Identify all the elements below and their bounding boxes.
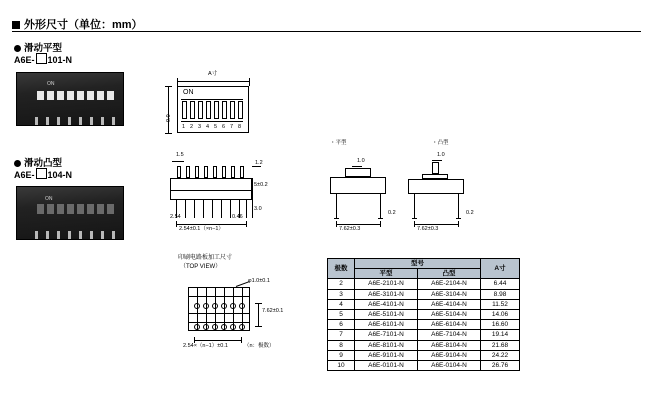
detail-flat-dim-bottom: 7.62±0.3 [339, 226, 361, 232]
dim-height-label: 9.0 [166, 114, 172, 122]
model-table [327, 258, 520, 371]
table-header-row [328, 259, 520, 269]
cell-a: 6.44 [481, 279, 520, 289]
detail-raised-caption: ・凸型 [432, 140, 449, 146]
side-dim-top: 1.2 [255, 160, 263, 166]
detail-raised-bottom-tick-left [414, 221, 415, 227]
group-code-raised-prefix: A6E- [14, 170, 35, 180]
slider-8 [107, 204, 114, 214]
side-pin [185, 200, 186, 218]
actuator-6 [222, 101, 227, 119]
header-raised: 凸型 [418, 269, 481, 279]
detail-raised-pin-right [458, 194, 459, 218]
cell-a: 21.68 [481, 340, 520, 350]
cell-raised: A6E-7104-N [418, 330, 481, 340]
photo-marking-on: ON [47, 81, 55, 87]
detail-flat-bottom-dim-line [336, 224, 380, 225]
pin [79, 117, 82, 125]
cell-raised: A6E-6104-N [418, 320, 481, 330]
cell-a: 24.22 [481, 350, 520, 360]
actuator-5 [214, 101, 219, 119]
detail-flat-pin-right-foot [378, 218, 383, 219]
cell-raised: A6E-8104-N [418, 340, 481, 350]
slider-2 [47, 91, 54, 100]
group-label-flat [14, 40, 62, 54]
cell-flat: A6E-3101-N [355, 289, 418, 299]
pcb-vert-dim-line [258, 303, 259, 326]
table-row [328, 350, 520, 360]
cell-raised: A6E-0104-N [418, 361, 481, 371]
position-number: 4 [206, 124, 210, 130]
cell-flat: A6E-9101-N [355, 350, 418, 360]
detail-raised-pin-left-foot [412, 218, 417, 219]
slider-3 [57, 204, 64, 214]
detail-raised-pin-left [414, 194, 415, 218]
side-actuator [177, 166, 181, 178]
dim-a-line [177, 81, 249, 82]
pcb-note: （n：极数） [244, 343, 275, 349]
pcb-pitch-v: 7.62±0.1 [262, 308, 284, 314]
detail-raised-pin-right-foot [456, 218, 461, 219]
pcb-vert-tick-top [255, 303, 262, 304]
group-code-flat [14, 53, 72, 65]
position-number: 6 [222, 124, 226, 130]
table-row [328, 361, 520, 371]
pcb-pitch-h: 2.54×（n−1）±0.1 [183, 343, 228, 349]
cell-a: 14.06 [481, 310, 520, 320]
pcb-horiz-tick-right [241, 337, 242, 343]
detail-flat-body [330, 177, 386, 194]
group-code-flat-prefix: A6E- [14, 55, 35, 65]
group-code-flat-suffix: 101-N [47, 55, 73, 65]
header-a-dim: A寸 [481, 259, 520, 279]
pin [90, 231, 93, 239]
cell-flat: A6E-8101-N [355, 340, 418, 350]
side-dim-right-2-line [252, 200, 253, 218]
pcb-hole [239, 324, 245, 330]
slider-2 [47, 204, 54, 214]
pcb-hole-dim: φ1.0±0.1 [248, 278, 270, 284]
detail-raised-body [408, 179, 464, 194]
side-dim-right-1: 5±0.2 [254, 182, 268, 188]
table-row [328, 320, 520, 330]
detail-flat-caption: ・平型 [330, 140, 347, 146]
raised-type-switch-photo [16, 186, 124, 240]
title-square-marker [12, 21, 20, 29]
pcb-hole [194, 303, 200, 309]
actuator-2 [190, 101, 195, 119]
position-number: 2 [190, 124, 194, 130]
detail-flat-dim-top: 1.0 [357, 158, 365, 164]
pin-dim-label: 0.46 [232, 214, 243, 220]
position-number: 1 [182, 124, 186, 130]
detail-raised-dim-bottom: 7.62±0.3 [417, 226, 439, 232]
slider-6 [87, 91, 94, 100]
position-number: 7 [230, 124, 234, 130]
side-actuator [231, 166, 235, 178]
bullet-icon [14, 160, 21, 167]
table-row [328, 289, 520, 299]
pitch-tick-right [246, 221, 247, 227]
flat-type-switch-photo [16, 72, 124, 126]
pitch-tick-left [176, 221, 177, 227]
detail-raised-dim-top-line [432, 160, 442, 161]
side-pin [194, 200, 195, 218]
side-dim-top-line [252, 166, 261, 167]
small-pitch-label: 2.54 [170, 214, 181, 220]
dim-height-tick-bottom [165, 133, 172, 134]
slider-4 [67, 91, 74, 100]
side-pin [212, 200, 213, 218]
position-number: 8 [238, 124, 242, 130]
pin [46, 117, 49, 125]
cell-poles: 3 [328, 289, 355, 299]
group-code-raised-suffix: 104-N [47, 170, 73, 180]
dim-a-tick-left [177, 78, 178, 86]
detail-raised-bottom-dim-line [414, 224, 458, 225]
side-pin [246, 200, 247, 218]
cell-poles: 5 [328, 310, 355, 320]
pcb-hole [239, 303, 245, 309]
pcb-hole [230, 303, 236, 309]
cell-poles: 6 [328, 320, 355, 330]
slider-3 [57, 91, 64, 100]
pin [68, 231, 71, 239]
group-label-raised [14, 155, 62, 169]
code-placeholder-box [36, 168, 47, 179]
actuator-7 [230, 101, 235, 119]
slider-1 [37, 91, 44, 100]
detail-raised-knob [432, 162, 439, 174]
inner-line-bottom [181, 121, 243, 122]
detail-flat-pin-right [380, 194, 381, 218]
cell-a: 19.14 [481, 330, 520, 340]
detail-flat-dim-top-line [352, 166, 362, 167]
cell-poles: 10 [328, 361, 355, 371]
code-placeholder-box [36, 53, 47, 64]
model-table-head [328, 259, 520, 279]
on-label: ON [183, 89, 194, 96]
pin [79, 231, 82, 239]
cell-raised: A6E-2104-N [418, 279, 481, 289]
pcb-hole [212, 303, 218, 309]
detail-flat-pin-left [336, 194, 337, 218]
pcb-title-2: （TOP VIEW） [180, 264, 222, 270]
side-dim-right-1-line [252, 178, 253, 200]
table-row [328, 340, 520, 350]
slider-4 [67, 204, 74, 214]
detail-flat-actuator [345, 168, 371, 177]
pcb-horiz-dim-line [194, 340, 241, 341]
cell-a: 11.52 [481, 299, 520, 309]
side-pin [221, 200, 222, 218]
slider-1 [37, 204, 44, 214]
cell-raised: A6E-4104-N [418, 299, 481, 309]
page-title [12, 16, 143, 32]
dim-a-tick-right [249, 78, 250, 86]
pin [90, 117, 93, 125]
detail-flat-bottom-tick-right [380, 221, 381, 227]
bullet-icon [14, 45, 21, 52]
header-poles: 极数 [328, 259, 355, 279]
detail-flat-bottom-tick-left [336, 221, 337, 227]
table-row [328, 299, 520, 309]
cell-a: 8.98 [481, 289, 520, 299]
pcb-title-1: 印刷电路板加工尺寸 [178, 255, 233, 261]
side-pin [203, 200, 204, 218]
pin [112, 231, 115, 239]
slider-7 [97, 91, 104, 100]
cell-poles: 7 [328, 330, 355, 340]
cell-a: 26.76 [481, 361, 520, 371]
group-code-raised [14, 168, 72, 180]
dim-a-label: A寸 [208, 71, 218, 77]
table-row [328, 330, 520, 340]
title-divider [12, 31, 641, 32]
side-actuator [240, 166, 244, 178]
side-actuator [204, 166, 208, 178]
group-label-flat-text: 滑动平型 [24, 43, 63, 54]
side-body-outline [170, 178, 252, 200]
side-actuator [195, 166, 199, 178]
cell-flat: A6E-2101-N [355, 279, 418, 289]
pcb-hole [194, 324, 200, 330]
detail-flat-dim-right: 0.2 [388, 210, 396, 216]
pitch-dim-label: 2.54±0.1（×n−1） [179, 226, 224, 232]
inner-line-top [181, 99, 243, 100]
position-number: 5 [214, 124, 218, 130]
pcb-hole [212, 324, 218, 330]
side-dim-small: 1.5 [176, 152, 184, 158]
pin [46, 231, 49, 239]
model-table-body [328, 279, 520, 371]
dim-height-line [168, 86, 169, 133]
cell-a: 16.60 [481, 320, 520, 330]
cell-poles: 8 [328, 340, 355, 350]
pcb-hole [230, 324, 236, 330]
position-number: 3 [198, 124, 202, 130]
cell-poles: 4 [328, 299, 355, 309]
actuator-1 [182, 101, 187, 119]
detail-raised-dim-right: 0.2 [466, 210, 474, 216]
page-title-text: 外形尺寸（单位：mm） [24, 19, 143, 31]
header-model-group: 型号 [355, 259, 481, 269]
side-dim-small-line [172, 161, 184, 162]
cell-poles: 2 [328, 279, 355, 289]
side-actuator [186, 166, 190, 178]
dim-height-tick-top [165, 86, 172, 87]
pin [35, 117, 38, 125]
photo-marking-on: ON [45, 196, 53, 202]
slider-7 [97, 204, 104, 214]
cell-flat: A6E-5101-N [355, 310, 418, 320]
pin [112, 117, 115, 125]
pcb-vert-tick-bottom [255, 326, 262, 327]
pcb-hole [203, 303, 209, 309]
side-body-midline [170, 190, 252, 191]
side-pin [230, 200, 231, 218]
actuator-3 [198, 101, 203, 119]
pcb-hole [221, 303, 227, 309]
pcb-hole [221, 324, 227, 330]
header-flat: 平型 [355, 269, 418, 279]
cell-flat: A6E-0101-N [355, 361, 418, 371]
detail-raised-bottom-tick-right [458, 221, 459, 227]
pin [57, 231, 60, 239]
cell-raised: A6E-9104-N [418, 350, 481, 360]
slider-5 [77, 91, 84, 100]
slider-8 [107, 91, 114, 100]
pin [101, 231, 104, 239]
cell-flat: A6E-7101-N [355, 330, 418, 340]
group-label-raised-text: 滑动凸型 [24, 158, 63, 169]
detail-raised-dim-top: 1.0 [437, 152, 445, 158]
table-row [328, 310, 520, 320]
table-row [328, 279, 520, 289]
side-dim-right-2: 3.0 [254, 206, 262, 212]
pitch-dim-line [176, 224, 246, 225]
side-actuator [222, 166, 226, 178]
cell-raised: A6E-3104-N [418, 289, 481, 299]
side-actuator [213, 166, 217, 178]
slider-6 [87, 204, 94, 214]
actuator-8 [238, 101, 243, 119]
detail-flat-pin-left-foot [334, 218, 339, 219]
cell-poles: 9 [328, 350, 355, 360]
cell-flat: A6E-6101-N [355, 320, 418, 330]
cell-raised: A6E-5104-N [418, 310, 481, 320]
pin [68, 117, 71, 125]
cell-flat: A6E-4101-N [355, 299, 418, 309]
pin [57, 117, 60, 125]
pin [35, 231, 38, 239]
actuator-4 [206, 101, 211, 119]
pcb-hole [203, 324, 209, 330]
pin [101, 117, 104, 125]
slider-5 [77, 204, 84, 214]
